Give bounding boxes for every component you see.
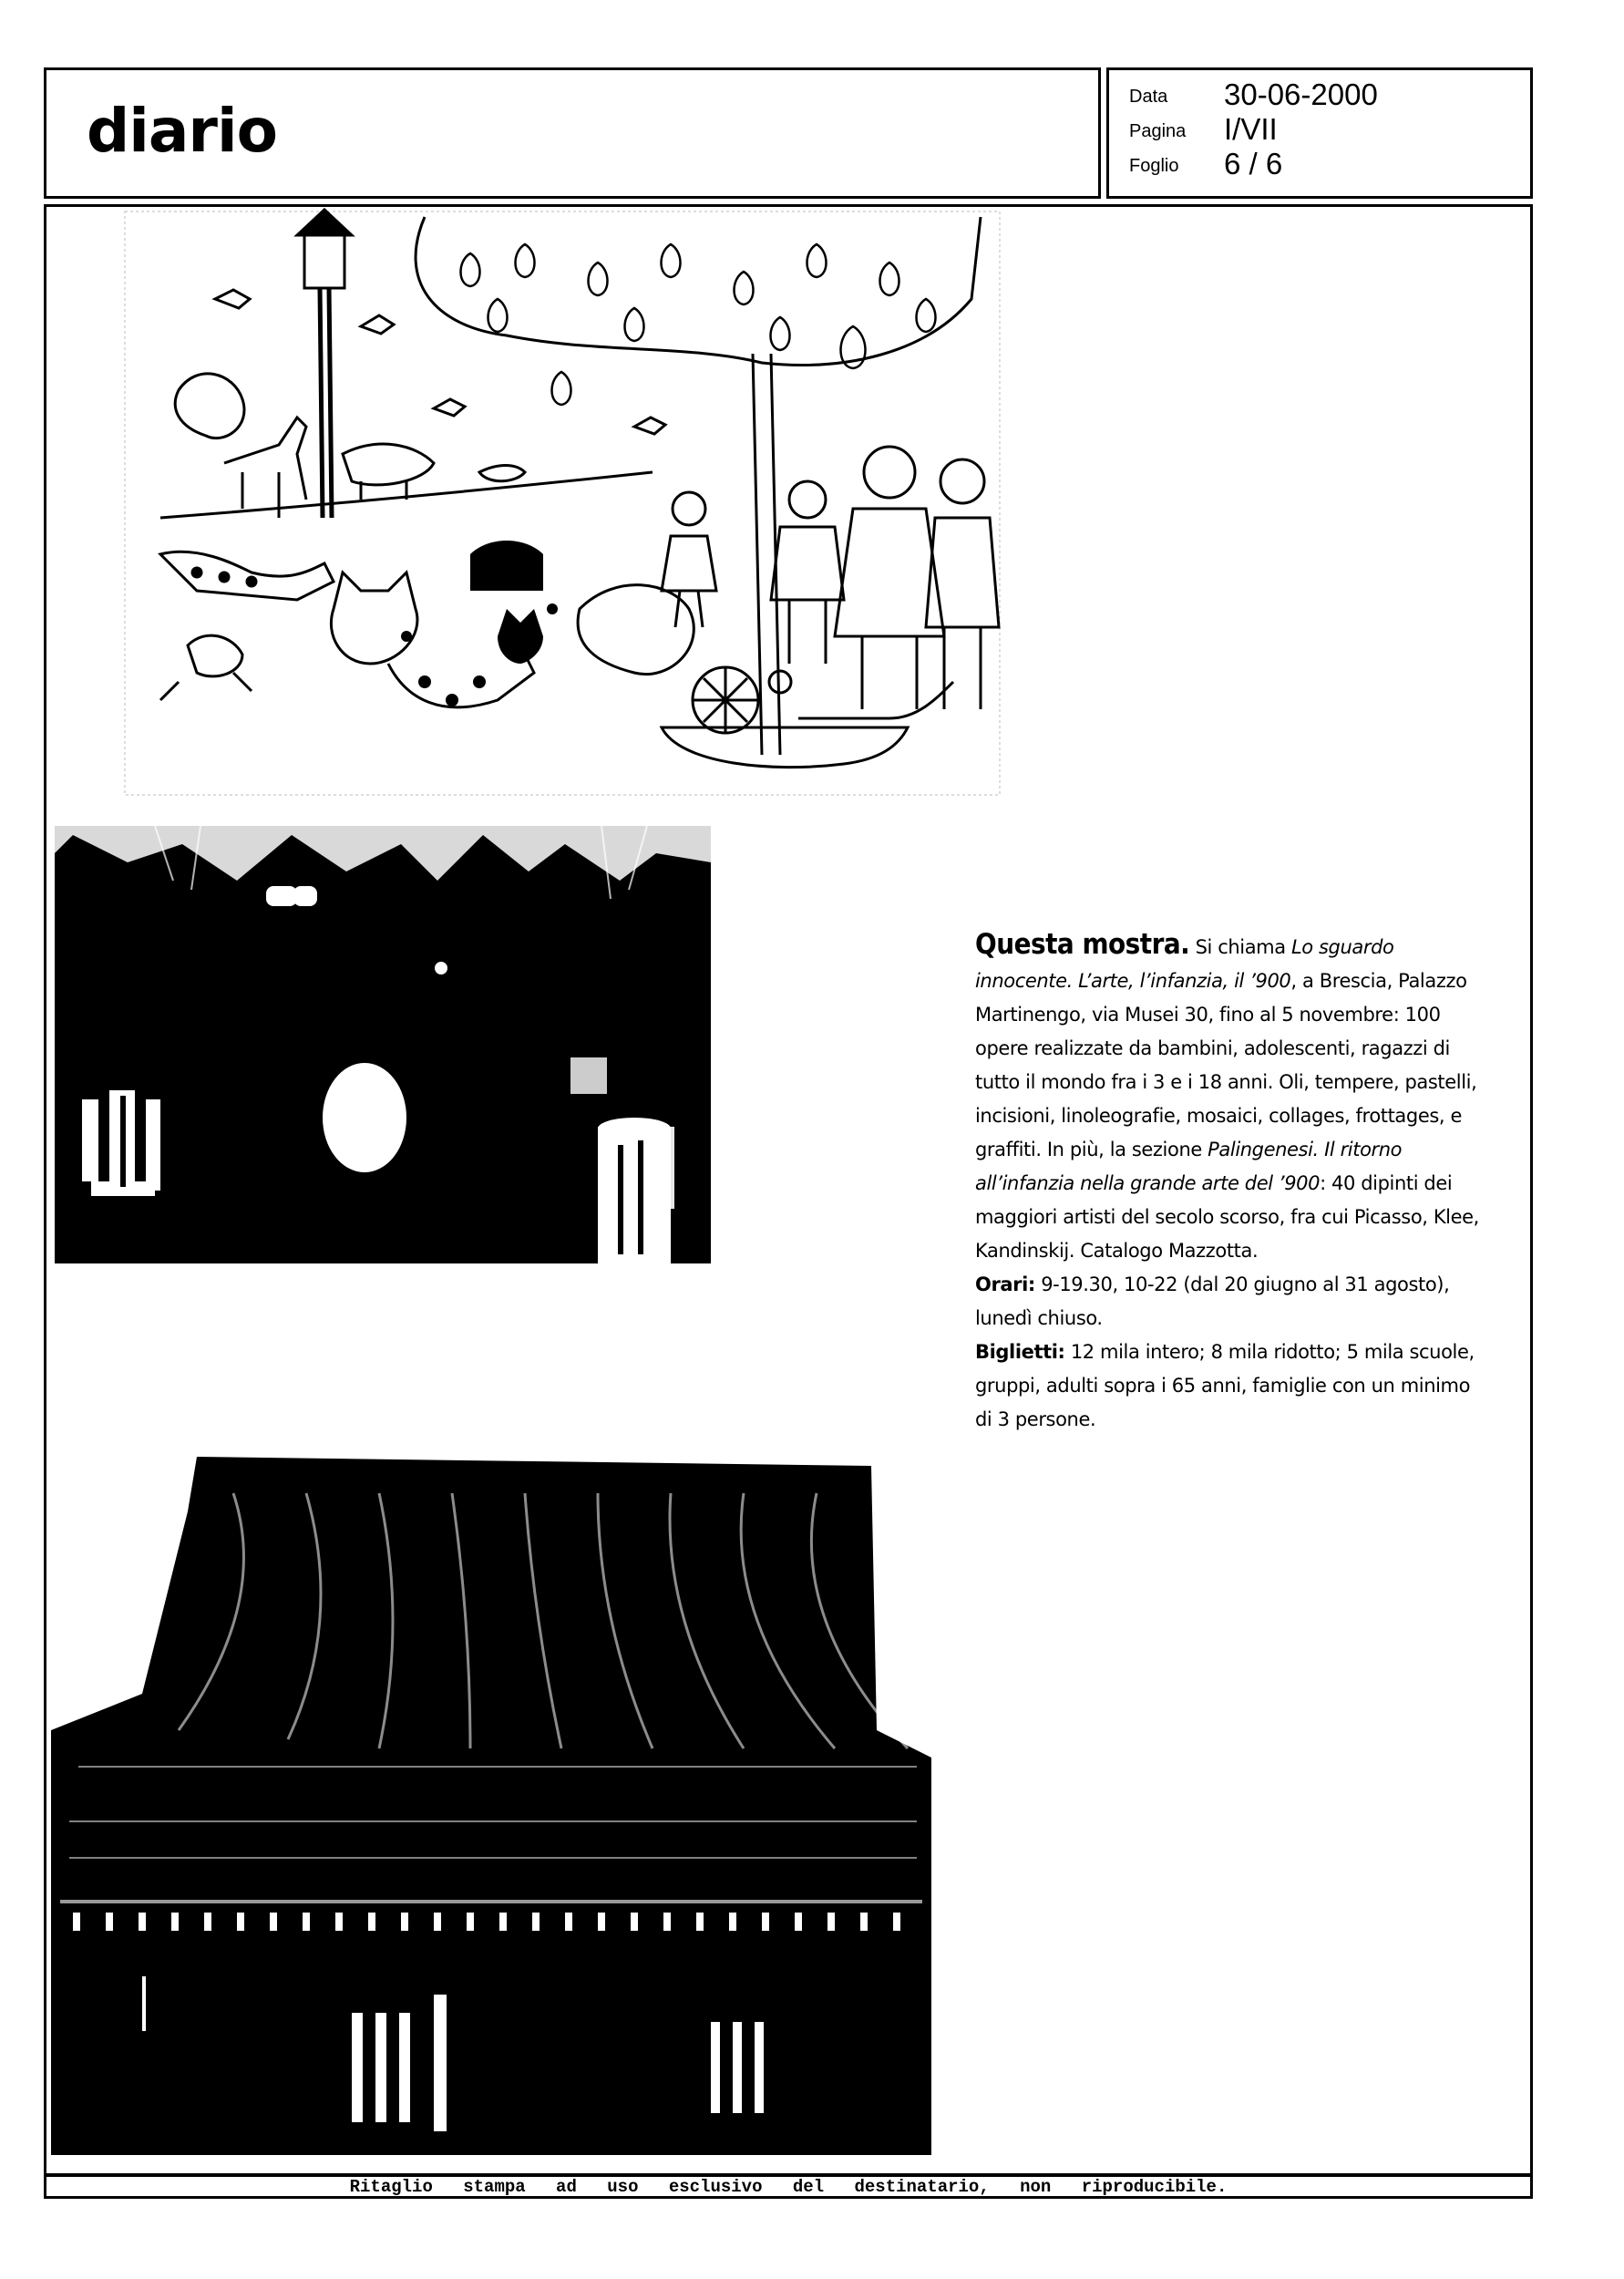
sheet-value: 6 / 6 (1224, 147, 1283, 180)
page-value: I/VII (1224, 112, 1278, 146)
article-intro: Si chiama (1195, 936, 1286, 958)
date-value: 30-06-2000 (1224, 77, 1378, 111)
article-body-2b: : 40 dipinti dei maggiori artisti del secolo scorso, fra cui Picasso, Klee, Kandinskij. Catalogo Mazzotta. (975, 1172, 1479, 1262)
article-title: Questa mostra. (975, 928, 1190, 961)
dark-painting-image (55, 826, 711, 1263)
section-title: Palingenesi. Il ritorno all’infanzia nella grande arte del ’900 (975, 1139, 1403, 1194)
masthead-logo: diario (87, 96, 277, 166)
exhibition-title: Lo sguardo innocente. L’arte, l’infanzia, il ’900 (975, 936, 1394, 992)
pear-cluster (461, 244, 936, 405)
sheet-label: Foglio (1129, 156, 1179, 176)
footer-bar (44, 2173, 1533, 2199)
childrens-drawing-image (124, 208, 1001, 799)
exhibition-article (975, 928, 1485, 1437)
header-meta-box (1106, 67, 1533, 199)
tickets-label: Biglietti: (975, 1341, 1065, 1363)
header-masthead-box (44, 67, 1101, 199)
date-label: Data (1129, 87, 1168, 107)
article-body-1: , a Brescia, Palazzo Martinengo, via Musei 30, fino al 5 novembre: 100 opere realizzate da bambini, adolescenti, ragazzi di tutto il mondo fra i 3 e i 18 anni. Oli, tempere, pastelli, incisioni, linoleografie, mosaici, collages, frottages, e graffiti. (975, 970, 1477, 1160)
footer-notice: Ritaglio stampa ad uso esclusivo del destinatario, non riproducibile. (349, 2177, 1228, 2197)
hours-label: Orari: (975, 1274, 1035, 1295)
page-label: Pagina (1129, 121, 1187, 141)
roof-painting-image (51, 1457, 931, 2155)
article-body-2a: In più, la sezione (1046, 1139, 1208, 1160)
tickets-text: 12 mila intero; 8 mila ridotto; 5 mila scuole, gruppi, adulti sopra i 65 anni, famiglie con un minimo di 3 persone. (975, 1341, 1475, 1430)
hours-text: 9-19.30, 10-22 (dal 20 giugno al 31 agosto), lunedì chiuso. (975, 1274, 1450, 1329)
